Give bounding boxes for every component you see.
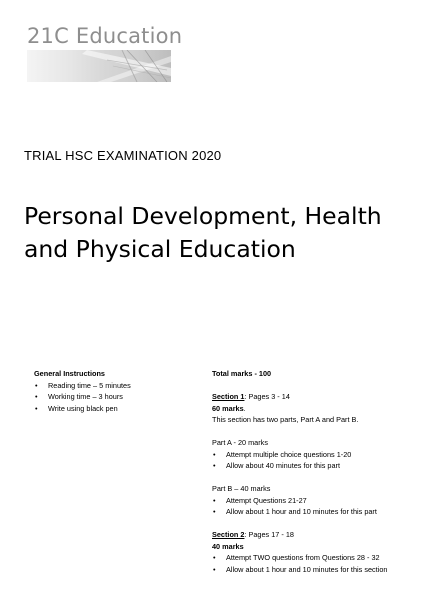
section1-label: Section 1	[212, 392, 245, 401]
list-item: • Attempt multiple choice questions 1-20	[212, 449, 392, 461]
list-item: • Allow about 1 hour and 10 minutes for this part	[212, 506, 392, 518]
list-item: • Write using black pen	[34, 403, 204, 415]
total-marks: Total marks - 100	[212, 369, 272, 378]
list-item: • Attempt Questions 21-27	[212, 495, 392, 507]
general-instructions-heading: General Instructions	[34, 369, 105, 378]
section1-description: This section has two parts, Part A and Part B.	[212, 415, 359, 424]
section2-list	[212, 552, 392, 575]
general-instructions-list	[34, 380, 204, 415]
part-a-list	[212, 449, 392, 472]
list-item: • Reading time – 5 minutes	[34, 380, 204, 392]
list-item: • Working time – 3 hours	[34, 391, 204, 403]
section2-pages: : Pages 17 - 18	[244, 530, 294, 539]
section1-pages: : Pages 3 - 14	[244, 392, 290, 401]
section1-line	[212, 391, 392, 403]
list-item: • Allow about 40 minutes for this part	[212, 460, 392, 472]
logo-banner-image	[27, 50, 171, 82]
marks-breakdown	[212, 368, 392, 575]
list-item: • Attempt TWO questions from Questions 28 - 32	[212, 552, 392, 564]
section1-marks: 60 marks	[212, 403, 244, 413]
section1-marks-period: .	[243, 403, 246, 413]
page-title: Personal Development, Health and Physical Education	[24, 202, 382, 263]
logo-banner-graphic	[27, 50, 171, 82]
exam-label: TRIAL HSC EXAMINATION 2020	[24, 148, 222, 163]
section2-marks: 40 marks	[212, 541, 244, 551]
list-item: • Allow about 1 hour and 10 minutes for this section	[212, 564, 392, 576]
general-instructions	[34, 368, 204, 414]
logo-text: 21C Education	[27, 24, 183, 48]
part-a-heading: Part A - 20 marks	[212, 438, 268, 447]
section2-label: Section 2	[212, 530, 245, 539]
part-b-heading: Part B – 40 marks	[212, 484, 271, 493]
part-b-list	[212, 495, 392, 518]
section1-marks-line	[212, 403, 392, 415]
section2-line	[212, 529, 392, 541]
